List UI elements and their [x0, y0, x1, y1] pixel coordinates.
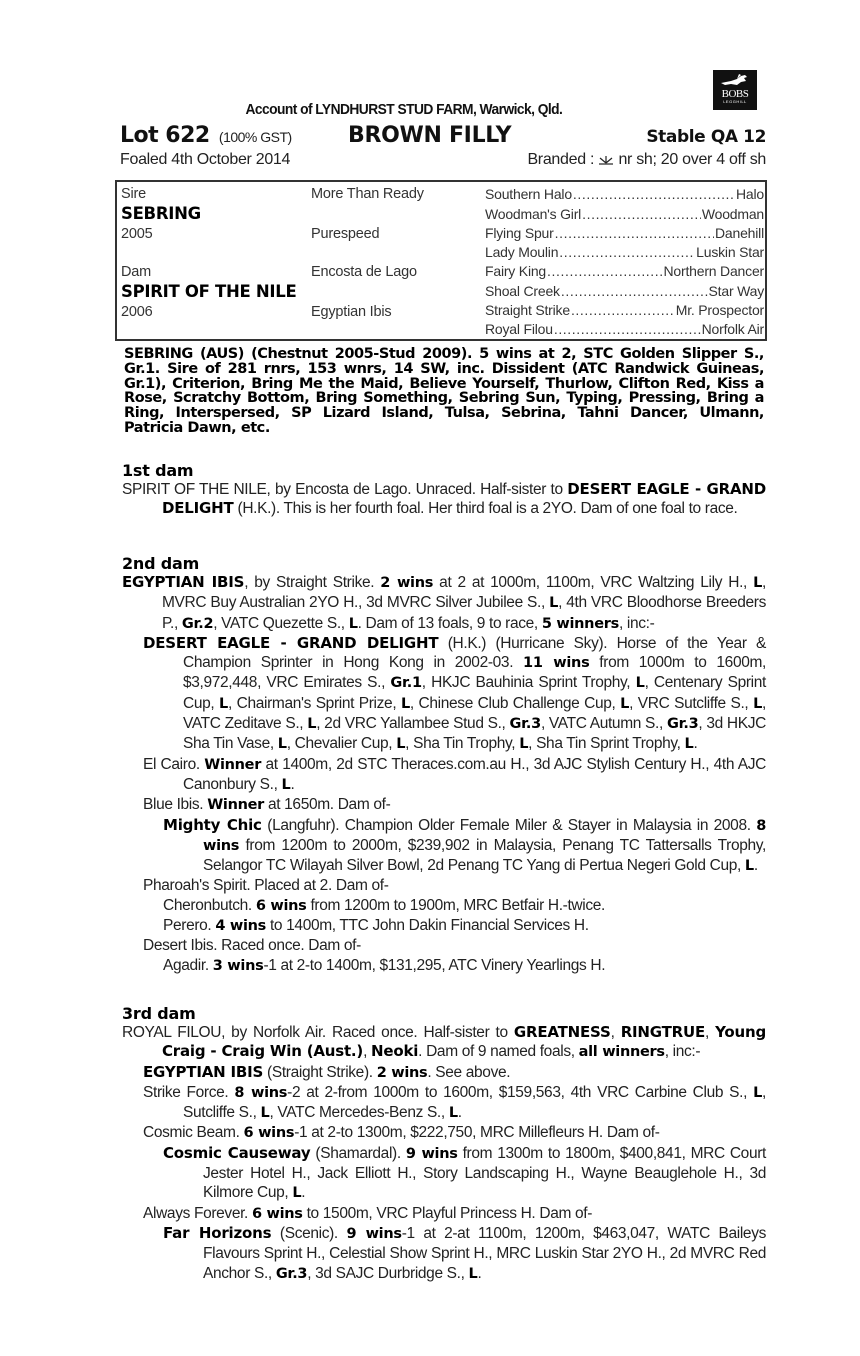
- text: , HKJC Bauhinia Sprint Trophy,: [421, 674, 636, 692]
- emphasis: 8 wins: [234, 1084, 288, 1101]
- text: Cheronbutch.: [163, 896, 256, 914]
- leader-dots: [582, 206, 701, 222]
- horse-name: GREATNESS: [513, 1023, 611, 1041]
- emphasis: 6 wins: [243, 1125, 295, 1142]
- text: -1 at 2-at 1100m, 1200m, $463,047, WATC Baileys Flavours Sprint H., Celestial Show Sprint H., MRC Luskin Star 2YO H., 2d MVRC Red Anchor S.,: [203, 1224, 766, 1282]
- text: Blue Ibis.: [143, 796, 208, 814]
- text: , 3d SAJC Durbridge S.,: [307, 1264, 469, 1282]
- gp-name: Shoal Creek: [485, 283, 560, 299]
- text: .: [301, 1184, 306, 1202]
- emphasis: 4 wins: [215, 918, 267, 935]
- text: , VRC Sutcliffe S.,: [629, 694, 754, 712]
- text: -2 at 2-from 1000m to 1600m, $159,563, 4th VRC Carbine Club S.,: [287, 1083, 754, 1101]
- second-dam-section: [122, 555, 766, 976]
- entries: [122, 1023, 766, 1284]
- gp-sire: Danehill: [715, 225, 764, 241]
- horse-racing-icon: [719, 73, 751, 89]
- text: from 1200m to 2000m, $239,902 in Malaysia, Penang TC Tattersalls Trophy, Selangor TC Wilayah Silver Bowl, 2d Penang TC Yang di Pertua Negeri Gold Cup,: [203, 836, 766, 875]
- text: , inc:-: [618, 614, 655, 632]
- text: , VATC Zeditave S.,: [183, 694, 766, 733]
- pedigree-entry: [122, 1063, 766, 1083]
- emphasis: L: [744, 858, 754, 875]
- emphasis: L: [468, 1265, 478, 1282]
- pedigree-entry: [122, 1123, 766, 1143]
- text: , Chinese Club Challenge Cup,: [409, 694, 621, 712]
- grandparent-row: [485, 263, 764, 279]
- horse-name: Cosmic Causeway: [163, 1143, 311, 1162]
- horse-name: EGYPTIAN IBIS: [122, 573, 245, 591]
- pedigree-entry: [122, 956, 766, 976]
- text: , Sutcliffe S.,: [183, 1083, 766, 1122]
- dam-year: 2006: [121, 304, 153, 320]
- text: (Straight Strike).: [263, 1063, 377, 1081]
- text: at 1400m, 2d STC Theraces.com.au H., 3d AJC Stylish Century H., 4th AJC Canonbury S.,: [183, 755, 766, 793]
- grandparent-row: [485, 206, 764, 222]
- text: ROYAL FILOU, by Norfolk Air. Raced once. Half-sister to: [122, 1024, 514, 1041]
- gp-sire: Norfolk Air: [701, 321, 764, 337]
- horse-name: RINGTRUE: [620, 1023, 706, 1041]
- text: ,: [610, 1024, 621, 1041]
- text: SPIRIT OF THE NILE, by Encosta de Lago. Unraced. Half-sister to: [122, 481, 568, 498]
- text: Desert Ibis. Raced once. Dam of-: [143, 937, 361, 955]
- horse-name: Neoki: [371, 1042, 419, 1061]
- branded-info: [527, 151, 766, 169]
- text: , Sha Tin Trophy,: [405, 735, 520, 753]
- grandparent-row: [485, 283, 764, 299]
- text: , VATC Autumn S.,: [540, 715, 667, 733]
- lot-number: [120, 123, 292, 148]
- entries: [122, 573, 766, 976]
- leader-dots: [555, 225, 714, 241]
- account-line: [36, 101, 827, 118]
- gp-sire: Luskin Star: [696, 244, 764, 260]
- text: , 3d HKJC Sha Tin Vase,: [183, 715, 766, 753]
- emphasis: L: [753, 575, 763, 591]
- text: at 2 at 1000m, 1100m, VRC Waltzing Lily H.,: [433, 574, 754, 591]
- text: El Cairo.: [143, 755, 205, 773]
- text: . See above.: [427, 1063, 511, 1081]
- emphasis: all winners: [578, 1044, 665, 1061]
- pedigree-table: [115, 180, 767, 341]
- pedigree-entry: [122, 1023, 766, 1063]
- text: .: [290, 775, 295, 793]
- gp-name: Woodman's Girl: [485, 206, 582, 222]
- grandparent-row: [485, 186, 764, 202]
- gst-note: (100% GST): [218, 129, 292, 145]
- emphasis: Gr.3: [666, 716, 699, 733]
- emphasis: Winner: [207, 797, 265, 814]
- text: , VATC Quezette S.,: [213, 614, 349, 632]
- pedigree-entry: [122, 1224, 766, 1284]
- horse-name: EGYPTIAN IBIS: [143, 1062, 264, 1081]
- lot-label: Lot 622: [120, 123, 210, 148]
- text: , 4th VRC Bloodhorse Breeders P.,: [162, 594, 766, 632]
- emphasis: Gr.3: [275, 1265, 308, 1282]
- horse-name: DESERT EAGLE - GRAND DELIGHT: [143, 633, 439, 652]
- pedigree-entry: [122, 755, 766, 796]
- emphasis: L: [219, 695, 228, 712]
- emphasis: 9 wins: [405, 1145, 458, 1162]
- text: .: [457, 1104, 462, 1122]
- text: Agadir.: [163, 956, 213, 974]
- text: , 2d VRC Yallambee Stud S.,: [316, 715, 510, 733]
- text: -1 at 2-to 1300m, $222,750, MRC Millefleurs H. Dam of-: [294, 1124, 660, 1142]
- text: , Chairman's Sprint Prize,: [227, 694, 401, 712]
- text: , Sha Tin Sprint Trophy,: [528, 735, 685, 753]
- emphasis: 5 winners: [541, 615, 619, 632]
- emphasis: L: [281, 776, 291, 793]
- lot-header: [120, 123, 766, 149]
- text: (H.K.). This is her fourth foal. Her third foal is a 2YO. Dam of one foal to race.: [233, 500, 738, 518]
- text: , Centenary Sprint Cup,: [183, 674, 766, 712]
- text: from 1300m to 1800m, $400,841, MRC Court Jester Hotel H., Jack Elliott H., Story Landscaping H., Wayne Beauglehole H., 3d Kilmore Cup,: [203, 1144, 766, 1202]
- section-heading: 1st dam: [122, 461, 194, 480]
- gp-sire: Mr. Prospector: [675, 302, 764, 318]
- emphasis: L: [519, 736, 529, 753]
- gp-sire: Northern Dancer: [663, 263, 764, 279]
- gp-sire: Star Way: [708, 283, 764, 299]
- horse-name: Far Horizons: [163, 1223, 272, 1242]
- leader-dots: [561, 283, 708, 299]
- emphasis: Winner: [204, 756, 262, 773]
- text: to 1400m, TTC John Dakin Financial Services H.: [266, 917, 589, 935]
- text: (Shamardal).: [310, 1144, 406, 1162]
- text: (H.K.) (Hurricane Sky). Horse of the Year & Champion Sprinter in Hong Kong in 2002-03.: [183, 634, 766, 672]
- emphasis: Gr.2: [181, 615, 214, 632]
- pedigree-entry: [122, 876, 766, 895]
- foaling-row: [120, 151, 766, 169]
- section-heading: 3rd dam: [122, 1004, 196, 1023]
- text: .: [477, 1264, 482, 1282]
- gp-name: Lady Moulin: [485, 244, 559, 260]
- text: .: [753, 857, 758, 875]
- brand-mark-icon: [598, 155, 614, 165]
- branded-detail: nr sh; 20 over 4 off sh: [618, 151, 766, 168]
- gp-sire: Halo: [736, 186, 764, 202]
- emphasis: L: [292, 1185, 302, 1202]
- section-heading: 2nd dam: [122, 554, 200, 573]
- gp-name: Flying Spur: [485, 225, 554, 241]
- emphasis: L: [396, 736, 406, 753]
- text: to 1500m, VRC Playful Princess H. Dam of-: [302, 1204, 593, 1222]
- text: ,: [705, 1024, 716, 1041]
- gp-name: Royal Filou: [485, 321, 553, 337]
- text: ,: [363, 1043, 372, 1061]
- emphasis: L: [348, 615, 358, 632]
- text: (Langfuhr). Champion Older Female Miler & Stayer in Malaysia in 2008.: [261, 816, 757, 834]
- emphasis: L: [307, 716, 317, 733]
- emphasis: L: [549, 595, 559, 612]
- text: . Dam of 9 named foals,: [418, 1043, 579, 1061]
- horse-name: Mighty Chic: [163, 815, 262, 834]
- text: from 1200m to 1900m, MRC Betfair H.-twice.: [306, 896, 605, 914]
- text: , by Straight Strike.: [244, 574, 381, 591]
- text: (Scenic).: [271, 1224, 347, 1242]
- text: Strike Force.: [143, 1083, 235, 1101]
- foaled-date: Foaled 4th October 2014: [120, 151, 291, 168]
- stable-code: Stable QA 12: [646, 127, 766, 147]
- pedigree-entry: [122, 795, 766, 815]
- gp-name: Fairy King: [485, 263, 547, 279]
- emphasis: 2 wins: [380, 575, 434, 591]
- emphasis: L: [400, 695, 410, 712]
- emphasis: L: [635, 675, 645, 692]
- text: .: [693, 735, 698, 753]
- horse-name: Young Craig - Craig Win (Aust.): [162, 1023, 767, 1061]
- account-text: Account of LYNDHURST STUD FARM, Warwick, Qld.: [245, 101, 563, 118]
- emphasis: 2 wins: [376, 1064, 428, 1081]
- text: , VATC Mercedes-Benz S.,: [269, 1104, 449, 1122]
- grandparent-row: [485, 321, 764, 337]
- pedigree-entry: [122, 573, 766, 634]
- emphasis: L: [684, 736, 694, 753]
- emphasis: 6 wins: [251, 1205, 303, 1222]
- dam-name: SPIRIT OF THE NILE: [121, 282, 297, 301]
- emphasis: L: [753, 1084, 763, 1101]
- text: . Dam of 13 foals, 9 to race,: [357, 614, 542, 632]
- text: Pharoah's Spirit. Placed at 2. Dam of-: [143, 877, 389, 895]
- grandparent-row: [485, 225, 764, 241]
- sire-summary: SEBRING (AUS) (Chestnut 2005-Stud 2009). 5 wins at 2, STC Golden Slipper S., Gr.1. Sire of 281 rnrs, 153 wnrs, 14 SW, inc. Dissident (ATC Randwick Guineas, Gr.1), Criterion, Bring Me the Maid, Believe Yourself, Thurlow, Clifton Red, Kiss a Rose, Scratchy Bottom, Bring Something, Sebring Sun, Typing, Pressing, Bring a Ring, Interspersed, SP Lizard Island, Tulsa, Sebrina, Tahni Dancer, Ulmann, Patricia Dawn, etc.: [124, 346, 764, 436]
- grandparent-row: [485, 244, 764, 260]
- horse-name: DESERT EAGLE - GRAND DELIGHT: [162, 480, 766, 518]
- text: -1 at 2-to 1400m, $131,295, ATC Vinery Yearlings H.: [263, 956, 606, 974]
- pedigree-entry: [122, 480, 766, 519]
- grandparent-row: [485, 302, 764, 318]
- emphasis: 8 wins: [203, 817, 766, 854]
- text: , MVRC Buy Australian 2YO H., 3d MVRC Silver Jubilee S.,: [162, 574, 766, 612]
- pedigree-entry: [122, 1204, 766, 1224]
- pedigree-entry: [122, 1083, 766, 1124]
- dam-sire: Encosta de Lago: [311, 264, 417, 280]
- emphasis: L: [277, 736, 287, 753]
- text: Perero.: [163, 917, 216, 935]
- first-dam-section: [122, 462, 766, 519]
- gp-name: Straight Strike: [485, 302, 570, 318]
- logo-text: BOBS: [721, 88, 749, 100]
- gp-name: Southern Halo: [485, 186, 572, 202]
- leader-dots: [547, 263, 662, 279]
- leader-dots: [554, 321, 701, 337]
- pedigree-entry: [122, 936, 766, 955]
- leader-dots: [573, 186, 735, 202]
- branded-label: Branded :: [527, 151, 595, 168]
- pedigree-entry: [122, 634, 766, 755]
- text: at 1650m. Dam of-: [264, 796, 391, 814]
- horse-description: BROWN FILLY: [348, 123, 512, 148]
- emphasis: L: [260, 1105, 270, 1122]
- sire-sire: More Than Ready: [311, 186, 424, 202]
- entries: [122, 480, 766, 519]
- text: Cosmic Beam.: [143, 1124, 244, 1142]
- emphasis: Gr.3: [509, 716, 541, 733]
- emphasis: L: [448, 1105, 458, 1122]
- text: , Chevalier Cup,: [286, 735, 397, 753]
- sire-name: SEBRING: [121, 204, 201, 223]
- sire-label: Sire: [121, 186, 146, 202]
- sire-dam: Purespeed: [311, 226, 380, 242]
- leader-dots: [571, 302, 675, 318]
- sire-year: 2005: [121, 226, 153, 242]
- emphasis: 11 wins: [523, 655, 590, 672]
- emphasis: L: [620, 695, 630, 712]
- emphasis: L: [753, 695, 763, 712]
- pedigree-entry: [122, 816, 766, 877]
- emphasis: 9 wins: [346, 1225, 402, 1242]
- text: , inc:-: [664, 1043, 701, 1061]
- logo-subtext: LEGGHILL: [723, 99, 747, 104]
- emphasis: 3 wins: [212, 957, 264, 974]
- text: Always Forever.: [143, 1204, 252, 1222]
- dam-dam: Egyptian Ibis: [311, 304, 392, 320]
- dam-label: Dam: [121, 264, 152, 280]
- pedigree-entry: [122, 896, 766, 916]
- gp-sire: Woodman: [701, 206, 764, 222]
- third-dam-section: [122, 1005, 766, 1284]
- pedigree-entry: [122, 916, 766, 936]
- text: from 1000m to 1600m, $3,972,448, VRC Emirates S.,: [183, 654, 766, 692]
- pedigree-entry: [122, 1144, 766, 1204]
- leader-dots: [559, 244, 695, 260]
- emphasis: 6 wins: [255, 897, 307, 914]
- emphasis: Gr.1: [390, 675, 422, 692]
